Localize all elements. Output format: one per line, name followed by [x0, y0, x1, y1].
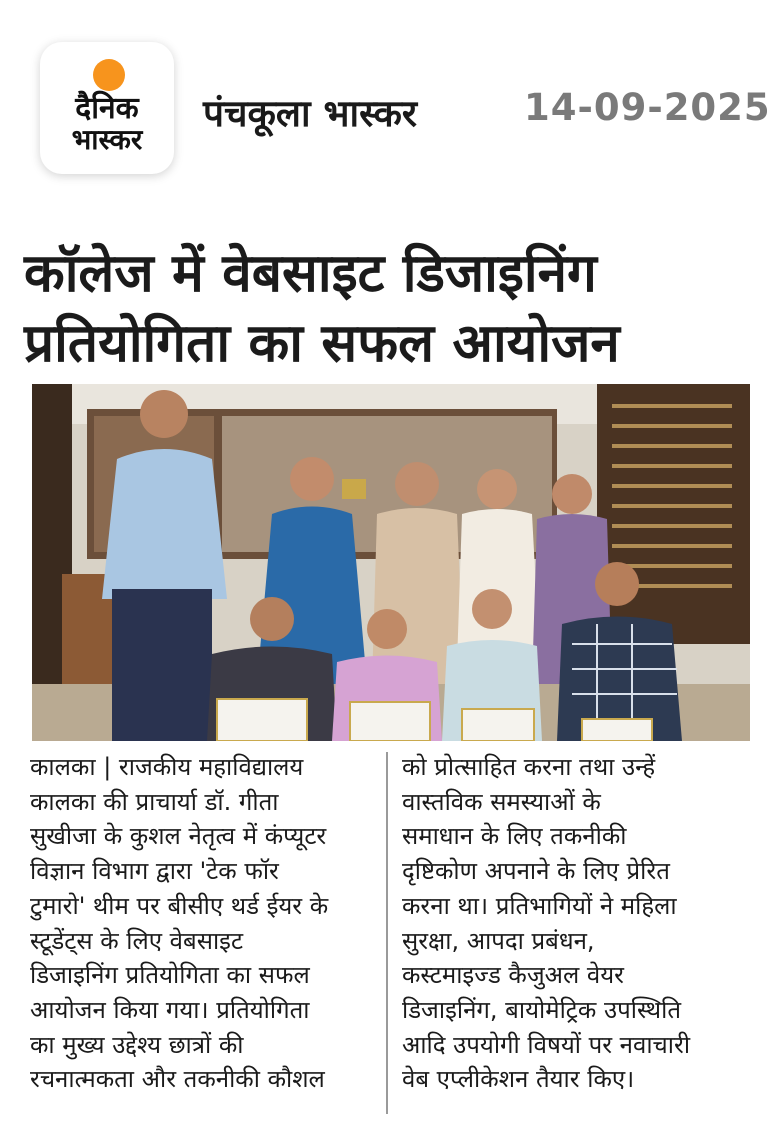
article-line: कालका की प्राचार्या डॉ. गीता — [30, 787, 279, 816]
article-line: कालका | राजकीय महाविद्यालय — [30, 753, 304, 781]
article-line: को प्रोत्साहित करना तथा उन्हें — [402, 753, 656, 781]
edition-name: पंचकूला भास्कर — [203, 92, 418, 135]
article-line: सुरक्षा, आपदा प्रबंधन, — [402, 926, 595, 955]
article-line: डिजाइनिंग प्रतियोगिता का सफल — [30, 961, 310, 990]
article-line: रचनात्मकता और तकनीकी कौशल — [30, 1065, 325, 1094]
headline-line1: कॉलेज में वेबसाइट डिजाइनिंग — [24, 243, 597, 304]
article-line: का मुख्य उद्देश्य छात्रों की — [30, 1030, 244, 1059]
headline-line2: प्रतियोगिता का सफल आयोजन — [24, 313, 620, 374]
article-column-right — [402, 750, 750, 1097]
article-line: डिजाइनिंग, बायोमेट्रिक उपस्थिति — [402, 995, 682, 1024]
column-divider — [386, 752, 388, 1114]
publication-date: 14-09-2025 — [524, 86, 771, 129]
article-line: करना था। प्रतिभागियों ने महिला — [402, 891, 677, 920]
article-line: कस्टमाइज्ड कैजुअल वेयर — [402, 961, 624, 990]
group-photo — [32, 384, 750, 741]
article-column-left — [30, 750, 375, 1097]
article-line: वेब एप्लीकेशन तैयार किए। — [402, 1065, 635, 1094]
article-line: आयोजन किया गया। प्रतियोगिता — [30, 995, 310, 1024]
article-line: समाधान के लिए तकनीकी — [402, 822, 627, 851]
article-line: टुमारो' थीम पर बीसीए थर्ड ईयर के — [30, 891, 329, 920]
article-line: स्टूडेंट्स के लिए वेबसाइट — [30, 926, 244, 955]
newspaper-header — [0, 0, 781, 200]
article-line: वास्तविक समस्याओं के — [402, 787, 601, 816]
article-line: सुखीजा के कुशल नेतृत्व में कंप्यूटर — [30, 822, 327, 851]
dainik-bhaskar-logo — [40, 42, 174, 174]
sun-icon — [93, 59, 125, 91]
article-line: विज्ञान विभाग द्वारा 'टेक फॉर — [30, 857, 279, 886]
logo-text-line1: दैनिक — [75, 91, 139, 126]
article-line: आदि उपयोगी विषयों पर नवाचारी — [402, 1030, 691, 1059]
article-line: दृष्टिकोण अपनाने के लिए प्रेरित — [402, 857, 670, 886]
logo-text-line2: भास्कर — [71, 123, 143, 156]
